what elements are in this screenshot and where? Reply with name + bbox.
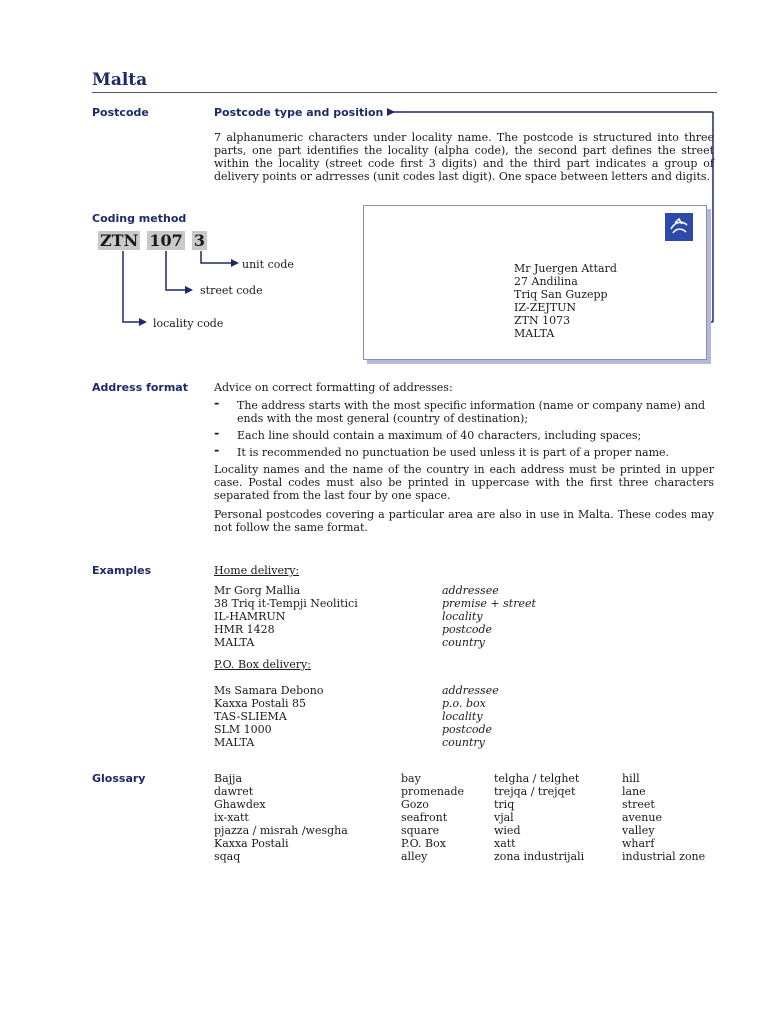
unit-code-box: 3 bbox=[193, 231, 205, 250]
envelope-line: MALTA bbox=[514, 327, 555, 340]
address-format-intro: Advice on correct formatting of addresses: bbox=[214, 381, 453, 394]
glossary-english-col2 bbox=[622, 772, 705, 863]
glossary-translation: valley bbox=[622, 824, 655, 837]
street-code-box: 107 bbox=[149, 231, 183, 250]
glossary-translation: P.O. Box bbox=[401, 837, 446, 850]
envelope-line: Triq San Guzepp bbox=[514, 288, 608, 301]
address-line: MALTA bbox=[214, 636, 255, 649]
examples-label: Examples bbox=[92, 564, 152, 577]
glossary-term: Ghawdex bbox=[214, 798, 266, 811]
glossary-translation: seafront bbox=[401, 811, 448, 824]
address-line: HMR 1428 bbox=[214, 623, 275, 636]
address-note: postcode bbox=[442, 723, 493, 736]
address-format-bullet: - It is recommended no punctuation be used unless it is part of a proper name. bbox=[214, 446, 714, 459]
address-format-label: Address format bbox=[92, 381, 188, 394]
glossary-term: ix-xatt bbox=[214, 811, 249, 824]
stamp-icon bbox=[665, 213, 693, 241]
address-format-bullet: - The address starts with the most specific information (name or company name) and ends with the most general (country of destination); bbox=[214, 399, 714, 425]
address-note: locality bbox=[442, 710, 483, 723]
locality-code-label: locality code bbox=[153, 317, 224, 330]
glossary-maltese-col2 bbox=[494, 772, 584, 863]
address-note: p.o. box bbox=[442, 697, 486, 710]
envelope-address bbox=[514, 262, 617, 340]
glossary-translation: industrial zone bbox=[622, 850, 706, 863]
postcode-description: 7 alphanumeric characters under locality name. The postcode is structured into three parts, one part identifies the locality (alpha code), the second part defines the street within the locality (street code first 3 digits) and the third part indicates a group of delivery points or adrresses (unit codes last digit). One space between letters and digits. bbox=[214, 131, 714, 183]
po-box-delivery-address bbox=[214, 684, 324, 749]
locality-code-box: ZTN bbox=[100, 231, 139, 250]
glossary-term: Bajja bbox=[214, 772, 243, 785]
envelope-line: Mr Juergen Attard bbox=[514, 262, 617, 275]
address-line: Mr Gorg Mallia bbox=[214, 584, 301, 597]
glossary-term: dawret bbox=[214, 785, 254, 798]
glossary-term: wied bbox=[494, 824, 521, 837]
envelope-line: IZ-ZEJTUN bbox=[514, 301, 577, 314]
glossary-term: trejqa / trejqet bbox=[494, 785, 576, 798]
address-note: addressee bbox=[442, 584, 499, 597]
postcode-example bbox=[98, 231, 207, 250]
address-note: postcode bbox=[442, 623, 493, 636]
glossary-term: pjazza / misrah /wesgha bbox=[214, 824, 348, 837]
address-format-para1: Locality names and the name of the country in each address must be printed in upper case. Postal codes must also be printed in uppercase with the first three characters separated from the last four by one space. bbox=[214, 463, 714, 502]
address-format-para2: Personal postcodes covering a particular area are also in use in Malta. These codes may not follow the same format. bbox=[214, 508, 714, 534]
glossary-label: Glossary bbox=[92, 772, 146, 785]
po-box-delivery-notes bbox=[442, 684, 499, 749]
address-note: addressee bbox=[442, 684, 499, 697]
postcode-label: Postcode bbox=[92, 106, 149, 119]
coding-method-label: Coding method bbox=[92, 212, 187, 225]
glossary-translation: avenue bbox=[622, 811, 662, 824]
envelope-line: 27 Andilina bbox=[514, 275, 578, 288]
address-line: 38 Triq it-Tempji Neolitici bbox=[214, 597, 358, 610]
street-code-label: street code bbox=[200, 284, 263, 297]
po-box-delivery-heading: P.O. Box delivery: bbox=[214, 658, 311, 671]
home-delivery-notes bbox=[442, 584, 536, 649]
glossary-maltese-col1 bbox=[214, 772, 348, 863]
glossary-term: Kaxxa Postali bbox=[214, 837, 289, 850]
glossary-translation: street bbox=[622, 798, 655, 811]
glossary-term: vjal bbox=[494, 811, 514, 824]
address-note: country bbox=[442, 636, 485, 649]
envelope-line: ZTN 1073 bbox=[514, 314, 571, 327]
address-line: MALTA bbox=[214, 736, 255, 749]
glossary-translation: alley bbox=[401, 850, 428, 863]
page-title: Malta bbox=[92, 70, 148, 90]
glossary-translation: Gozo bbox=[401, 798, 429, 811]
glossary-term: sqaq bbox=[214, 850, 241, 863]
address-line: SLM 1000 bbox=[214, 723, 272, 736]
glossary-term: zona industrijali bbox=[494, 850, 585, 863]
unit-code-label: unit code bbox=[242, 258, 294, 271]
glossary-translation: square bbox=[401, 824, 440, 837]
address-format-bullets bbox=[214, 399, 714, 459]
home-delivery-heading: Home delivery: bbox=[214, 564, 300, 577]
address-note: premise + street bbox=[442, 597, 536, 610]
address-note: locality bbox=[442, 610, 483, 623]
glossary-translation: hill bbox=[622, 772, 640, 785]
address-format-content bbox=[214, 381, 714, 534]
address-line: Ms Samara Debono bbox=[214, 684, 324, 697]
glossary-term: telgha / telghet bbox=[494, 772, 580, 785]
glossary-term: xatt bbox=[494, 837, 516, 850]
glossary-translation: promenade bbox=[401, 785, 465, 798]
address-line: TAS-SLIEMA bbox=[214, 710, 287, 723]
address-line: IL-HAMRUN bbox=[214, 610, 286, 623]
address-line: Kaxxa Postali 85 bbox=[214, 697, 306, 710]
glossary-translation: bay bbox=[401, 772, 421, 785]
glossary-translation: lane bbox=[622, 785, 646, 798]
glossary-translation: wharf bbox=[622, 837, 655, 850]
postcode-heading: Postcode type and position bbox=[214, 106, 384, 119]
address-format-bullet: - Each line should contain a maximum of 40 characters, including spaces; bbox=[214, 429, 714, 442]
glossary-english-col1 bbox=[401, 772, 464, 863]
glossary-term: triq bbox=[494, 798, 515, 811]
address-note: country bbox=[442, 736, 485, 749]
home-delivery-address bbox=[214, 584, 358, 649]
